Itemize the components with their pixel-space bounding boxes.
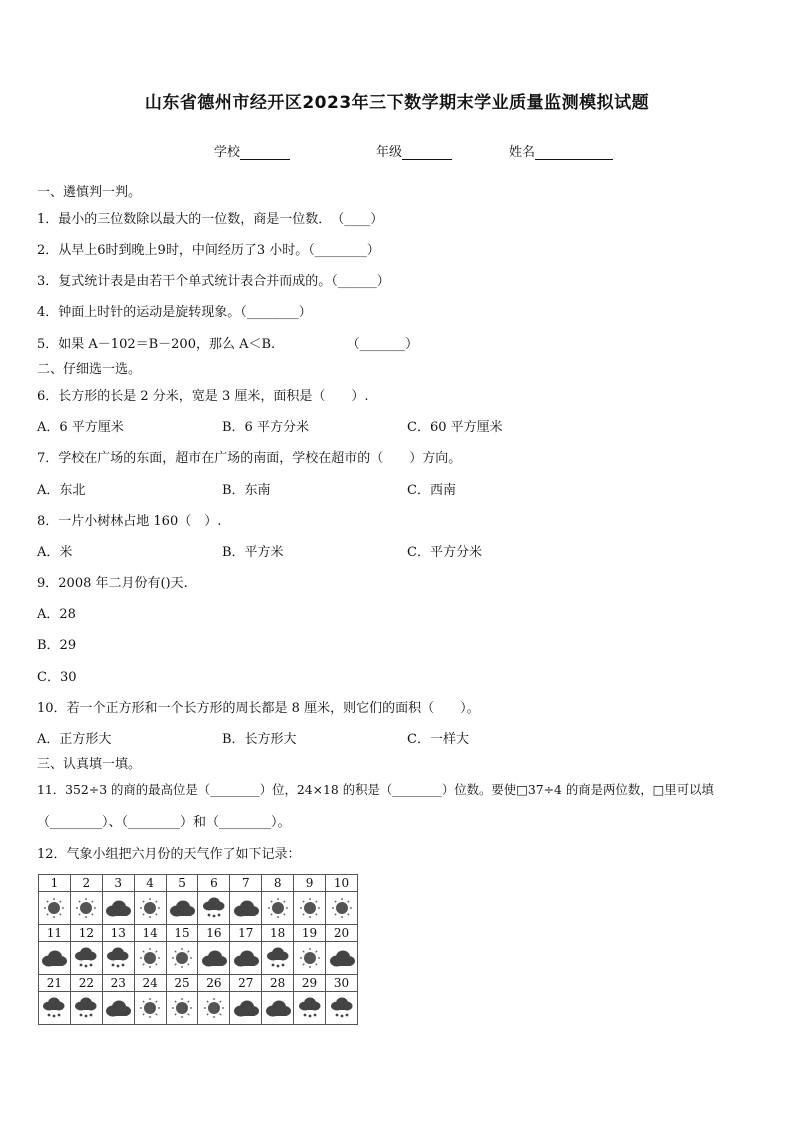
question-5: 5．如果 A－102＝B－200，那么 A＜B. （_______） bbox=[37, 337, 419, 352]
q6-option-c[interactable]: C．60 平方厘米 bbox=[407, 420, 503, 435]
question-12: 12．气象小组把六月份的天气作了如下记录： bbox=[37, 847, 301, 862]
weather-day-number: 16 bbox=[198, 925, 230, 942]
rainy-icon bbox=[70, 942, 102, 975]
weather-day-number: 22 bbox=[70, 975, 102, 992]
sunny-icon bbox=[39, 892, 71, 925]
q9-option-c[interactable]: C．30 bbox=[37, 670, 77, 685]
grade-field bbox=[376, 141, 452, 160]
q8-option-b[interactable]: B．平方米 bbox=[222, 545, 284, 560]
question-3: 3．复式统计表是由若干个单式统计表合并而成的。（______） bbox=[37, 274, 390, 289]
name-blank[interactable] bbox=[535, 145, 613, 160]
rainy-icon bbox=[39, 992, 71, 1025]
q6-option-a[interactable]: A．6 平方厘米 bbox=[37, 420, 124, 435]
weather-day-row bbox=[39, 975, 358, 992]
q7-option-a[interactable]: A．东北 bbox=[37, 483, 86, 498]
question-11-line-1: 11．352÷3 的商的最高位是（________）位，24×18 的积是（________）位数。要使□37÷4 的商是两位数，□里可以填 bbox=[37, 782, 714, 797]
sunny-icon bbox=[134, 892, 166, 925]
weather-icon-row bbox=[39, 892, 358, 925]
q10-option-c[interactable]: C．一样大 bbox=[407, 732, 469, 747]
weather-day-number: 29 bbox=[294, 975, 326, 992]
weather-day-number: 1 bbox=[39, 875, 71, 892]
weather-day-row bbox=[39, 925, 358, 942]
rainy-icon bbox=[326, 992, 358, 1025]
weather-day-number: 8 bbox=[262, 875, 294, 892]
weather-grid bbox=[38, 874, 358, 1025]
rainy-icon bbox=[294, 992, 326, 1025]
cloudy-icon bbox=[262, 992, 294, 1025]
q8-option-c[interactable]: C．平方分米 bbox=[407, 545, 482, 560]
sunny-icon bbox=[134, 992, 166, 1025]
weather-day-number: 10 bbox=[326, 875, 358, 892]
section-choose: 二、仔细选一选。 bbox=[37, 362, 142, 377]
weather-day-number: 14 bbox=[134, 925, 166, 942]
name-label: 姓名 bbox=[509, 145, 536, 160]
q7-option-c[interactable]: C．西南 bbox=[407, 483, 456, 498]
sunny-icon bbox=[134, 942, 166, 975]
question-1: 1．最小的三位数除以最大的一位数，商是一位数． （____） bbox=[37, 212, 384, 227]
weather-day-number: 24 bbox=[134, 975, 166, 992]
weather-day-number: 23 bbox=[102, 975, 134, 992]
cloudy-icon bbox=[230, 892, 262, 925]
q10-option-a[interactable]: A．正方形大 bbox=[37, 732, 112, 747]
cloudy-icon bbox=[230, 942, 262, 975]
question-6: 6．长方形的长是 2 分米，宽是 3 厘米，面积是（ ）. bbox=[37, 389, 369, 404]
weather-record-table bbox=[38, 874, 358, 1022]
sunny-icon bbox=[326, 892, 358, 925]
section-judge: 一、遴慎判一判。 bbox=[37, 185, 142, 200]
sunny-icon bbox=[262, 892, 294, 925]
sunny-icon bbox=[294, 942, 326, 975]
weather-day-number: 3 bbox=[102, 875, 134, 892]
cloudy-icon bbox=[39, 942, 71, 975]
question-7: 7．学校在广场的东面，超市在广场的南面，学校在超市的（ ）方向。 bbox=[37, 451, 462, 466]
question-4: 4．钟面上时针的运动是旋转现象。（________） bbox=[37, 305, 312, 320]
weather-day-number: 20 bbox=[326, 925, 358, 942]
school-label: 学校 bbox=[214, 145, 241, 160]
page-title: 山东省德州市经开区2023年三下数学期末学业质量监测模拟试题 bbox=[144, 93, 650, 113]
q8-option-a[interactable]: A．米 bbox=[37, 545, 73, 560]
question-9: 9．2008 年二月份有()天. bbox=[37, 576, 188, 591]
weather-icon-row bbox=[39, 992, 358, 1025]
cloudy-icon bbox=[102, 992, 134, 1025]
weather-day-row bbox=[39, 875, 358, 892]
weather-icon-row bbox=[39, 942, 358, 975]
school-blank[interactable] bbox=[240, 145, 290, 160]
cloudy-icon bbox=[198, 942, 230, 975]
grade-blank[interactable] bbox=[402, 145, 452, 160]
q9-option-a[interactable]: A．28 bbox=[37, 607, 76, 622]
cloudy-icon bbox=[166, 892, 198, 925]
sunny-icon bbox=[70, 892, 102, 925]
sunny-icon bbox=[166, 992, 198, 1025]
weather-day-number: 6 bbox=[198, 875, 230, 892]
question-11-line-2: （________）、（________）和（________）。 bbox=[37, 815, 291, 830]
cloudy-icon bbox=[230, 992, 262, 1025]
rainy-icon bbox=[70, 992, 102, 1025]
weather-day-number: 26 bbox=[198, 975, 230, 992]
weather-day-number: 19 bbox=[294, 925, 326, 942]
school-field bbox=[214, 141, 290, 160]
weather-day-number: 18 bbox=[262, 925, 294, 942]
weather-day-number: 15 bbox=[166, 925, 198, 942]
weather-day-number: 21 bbox=[39, 975, 71, 992]
weather-day-number: 7 bbox=[230, 875, 262, 892]
rainy-icon bbox=[262, 942, 294, 975]
weather-day-number: 9 bbox=[294, 875, 326, 892]
question-2: 2．从早上6时到晚上9时，中间经历了3 小时。（________） bbox=[37, 243, 380, 258]
weather-day-number: 2 bbox=[70, 875, 102, 892]
cloudy-icon bbox=[102, 892, 134, 925]
rainy-icon bbox=[102, 942, 134, 975]
weather-day-number: 30 bbox=[326, 975, 358, 992]
q6-option-b[interactable]: B．6 平方分米 bbox=[222, 420, 309, 435]
weather-day-number: 11 bbox=[39, 925, 71, 942]
sunny-icon bbox=[198, 992, 230, 1025]
rainy-icon bbox=[198, 892, 230, 925]
weather-day-number: 27 bbox=[230, 975, 262, 992]
sunny-icon bbox=[166, 942, 198, 975]
cloudy-icon bbox=[326, 942, 358, 975]
question-8: 8．一片小树林占地 160（ ）. bbox=[37, 514, 222, 529]
weather-day-number: 13 bbox=[102, 925, 134, 942]
weather-day-number: 17 bbox=[230, 925, 262, 942]
weather-day-number: 12 bbox=[70, 925, 102, 942]
weather-day-number: 28 bbox=[262, 975, 294, 992]
section-fill: 三、认真填一填。 bbox=[37, 757, 142, 772]
question-10: 10．若一个正方形和一个长方形的周长都是 8 厘米，则它们的面积（ ）。 bbox=[37, 701, 480, 716]
weather-day-number: 5 bbox=[166, 875, 198, 892]
grade-label: 年级 bbox=[376, 145, 403, 160]
q9-option-b[interactable]: B．29 bbox=[37, 638, 77, 653]
name-field bbox=[509, 141, 613, 160]
sunny-icon bbox=[294, 892, 326, 925]
q7-option-b[interactable]: B．东南 bbox=[222, 483, 271, 498]
q10-option-b[interactable]: B．长方形大 bbox=[222, 732, 297, 747]
weather-day-number: 25 bbox=[166, 975, 198, 992]
weather-day-number: 4 bbox=[134, 875, 166, 892]
